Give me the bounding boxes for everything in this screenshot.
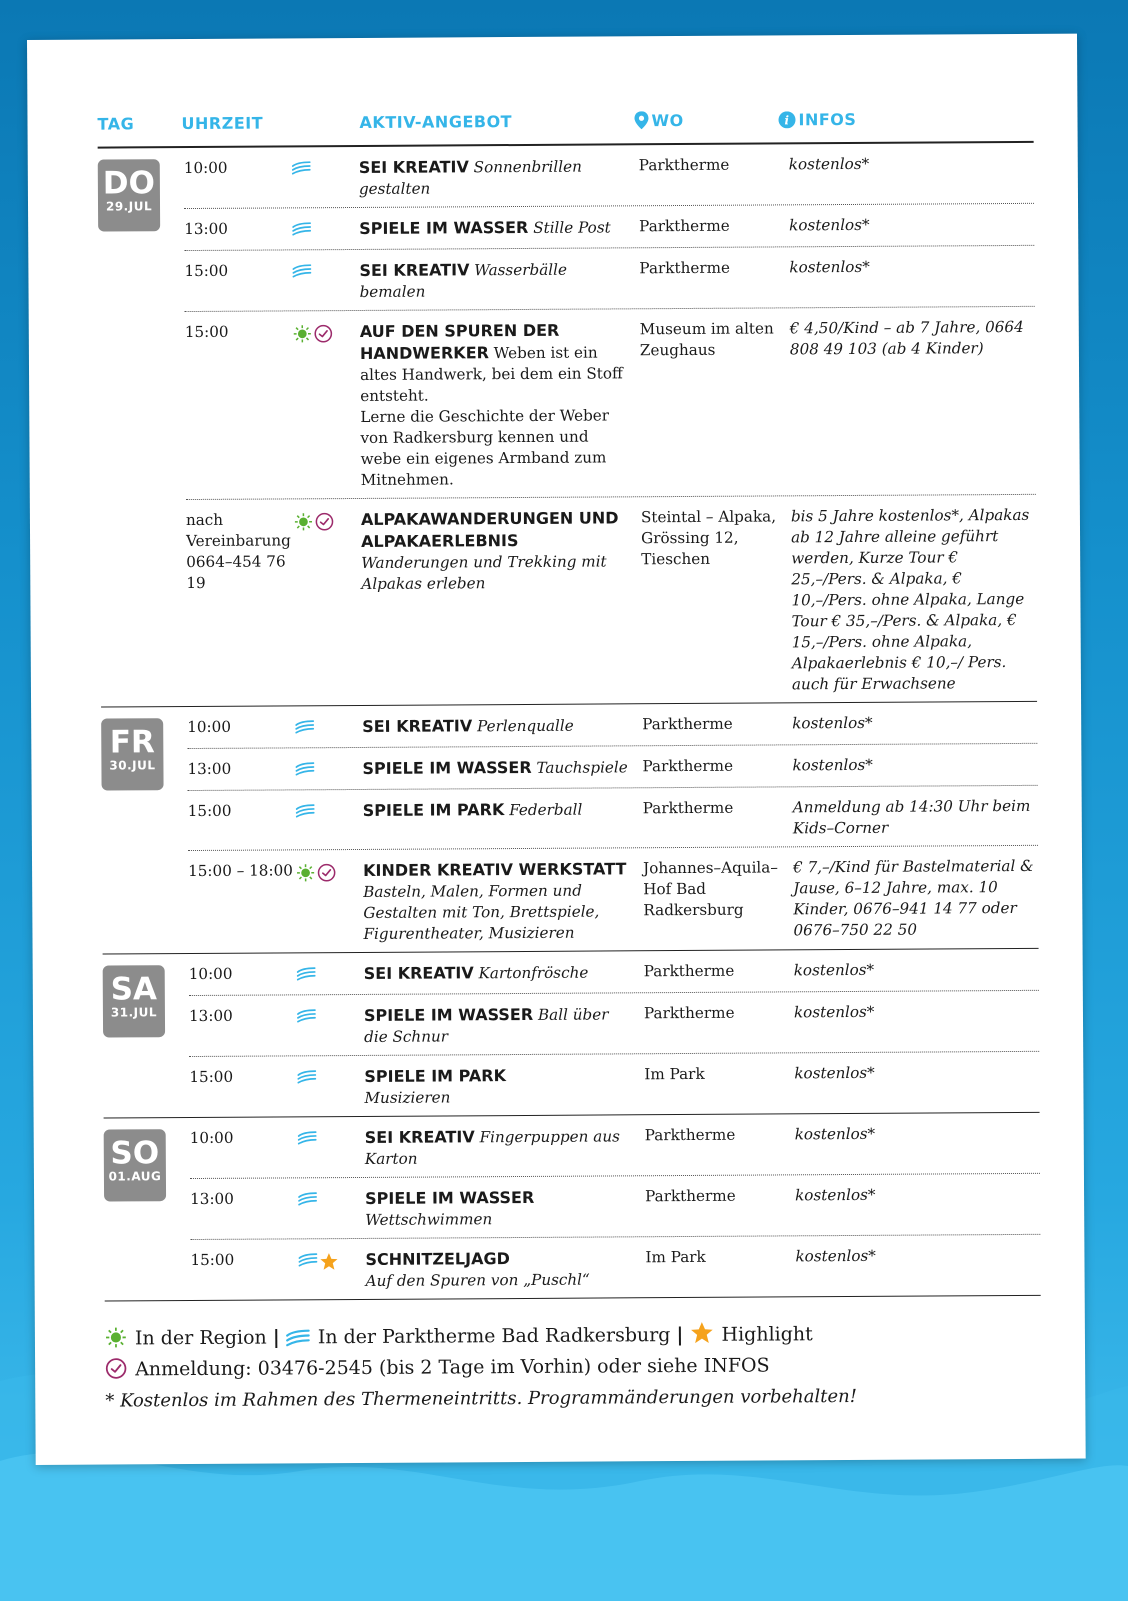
day-badge (101, 718, 163, 790)
activity-subtitle: Musizieren (364, 1088, 451, 1107)
info-cell: kostenlos* (789, 257, 870, 277)
time-cell: 15:00 (184, 322, 229, 342)
time-cell: 10:00 (189, 1128, 234, 1148)
location-cell: Parktherme (642, 714, 733, 734)
table-row (186, 495, 1037, 706)
location-cell: Parktherme (639, 258, 731, 278)
icon-cell (298, 1127, 365, 1170)
activity-title: KINDER KREATIV WERKSTATT (363, 859, 627, 880)
check-circle-icon (105, 1358, 129, 1380)
wave-icon (295, 719, 314, 734)
activity-subtitle: Stille Post (533, 218, 611, 237)
day-badge (98, 159, 160, 231)
icon-cell (292, 218, 359, 242)
icon-cell (296, 800, 363, 842)
time-cell: 15:00 – 18:00 (188, 861, 293, 881)
activity-subtitle: Federball (509, 800, 583, 820)
wave-icon (286, 1326, 312, 1348)
activity-subtitle: Auf den Spuren von „Puschl“ (365, 1270, 590, 1290)
day-abbrev: SA (110, 971, 158, 1008)
activity-cell (365, 1186, 645, 1231)
activity-cell (359, 155, 639, 200)
activity-description-2: Lerne die Geschichte der Weber von Radkersburg kennen und webe ein eigenes Armband zum Mitnehmen. (360, 406, 610, 489)
day-column (101, 707, 189, 954)
star-icon (689, 1324, 715, 1346)
table-row (190, 1235, 1040, 1300)
activity-description: Weben ist ein altes Handwerk, bei dem ein Stoff entsteht. (359, 343, 623, 405)
header-infos: i INFOS (778, 110, 856, 129)
info-icon (778, 111, 795, 128)
location-cell: Parktherme (642, 798, 734, 818)
header-uhrzeit: UHRZEIT (181, 113, 264, 134)
program-table (97, 107, 1041, 1417)
activity-cell (359, 258, 639, 303)
wave-icon (297, 966, 316, 981)
activity-cell (362, 756, 642, 782)
star-icon (689, 1321, 713, 1345)
info-cell: kostenlos* (789, 215, 870, 235)
sun-icon (294, 512, 313, 531)
icon-cell (297, 963, 364, 987)
legend-parktherme: In der Parktherme Bad Radkersburg (317, 1324, 671, 1349)
location-cell: Johannes–Aquila–Hof Bad Radkersburg (643, 858, 778, 920)
time-cell: 15:00 (184, 261, 229, 281)
wave-icon (292, 263, 311, 278)
location-cell: Parktherme (639, 216, 730, 236)
icon-cell (298, 1249, 365, 1292)
sun-icon (105, 1327, 129, 1349)
day-date: 29.JUL (105, 199, 153, 214)
activity-cell (359, 216, 639, 242)
activity-subtitle: Wasserbälle bemalen (359, 260, 567, 301)
info-cell: bis 5 Jahre kostenlos*, Alpakas ab 12 Jahre alleine geführt werden, Kurze Tour € 25,–/Pers. & Alpaka, € 10,–/Pers. ohne Alpaka, Lange Tour € 35,–/Pers. & Alpaka, € 15,–/Pers. ohne Alpaka, Alpakaerlebnis € 10,–/ Pers. auch für Erwachsene (790, 505, 1030, 694)
day-badge (103, 965, 165, 1037)
day-column (104, 1118, 191, 1301)
activity-subtitle: Basteln, Malen, Formen und Gestalten mit Ton, Brettspiele, Figurentheater, Musizieren (363, 881, 600, 943)
activity-cell (360, 319, 641, 491)
day-column (103, 954, 190, 1118)
location-cell: Im Park (645, 1247, 706, 1267)
info-cell: kostenlos* (788, 154, 870, 174)
table-row (190, 1113, 1040, 1179)
activity-title: SPIELE IM WASSER (365, 1187, 535, 1208)
day-section (103, 949, 1040, 1119)
time-cell: 10:00 (187, 717, 232, 737)
activity-title: SEI KREATIV (359, 260, 470, 280)
activity-cell (364, 961, 644, 987)
table-row (184, 204, 1034, 251)
sun-icon (105, 1326, 127, 1348)
svg-text:i: i (784, 113, 790, 128)
legend-separator: | (676, 1324, 684, 1347)
activity-title: SEI KREATIV (363, 963, 474, 983)
day-section (101, 702, 1038, 955)
info-cell: kostenlos* (793, 1002, 875, 1022)
time-cell: 10:00 (188, 964, 233, 984)
icon-cell (293, 321, 361, 491)
info-cell: kostenlos* (795, 1185, 876, 1205)
icon-cell (295, 758, 362, 782)
wave-icon (292, 221, 311, 236)
wave-icon (295, 761, 314, 776)
table-header (97, 107, 1033, 149)
info-cell: Anmeldung ab 14:30 Uhr beim Kids–Corner (792, 796, 1031, 838)
activity-subtitle: Wettschwimmen (365, 1210, 493, 1229)
location-cell: Parktherme (642, 756, 734, 776)
location-cell: Steintal – Alpaka, Grössing 12, Tieschen (640, 507, 777, 569)
activity-title: SPIELE IM PARK (364, 1066, 507, 1086)
legend-note: * Kostenlos im Rahmen des Thermeneintritts. Programmänderungen vorbehalten! (105, 1385, 857, 1412)
activity-title: SEI KREATIV (358, 157, 469, 177)
wave-icon (292, 160, 311, 175)
activity-cell (364, 1003, 644, 1048)
time-cell: 13:00 (188, 1006, 233, 1026)
info-cell: kostenlos* (795, 1246, 876, 1266)
table-row (188, 786, 1038, 851)
time-cell: 15:00 (189, 1067, 234, 1087)
activity-title: ALPAKAWANDERUNGEN UND ALPAKAERLEBNIS (360, 508, 619, 551)
info-cell: kostenlos* (792, 755, 873, 775)
day-column (98, 148, 187, 707)
activity-cell (362, 714, 642, 740)
icon-cell (297, 1005, 364, 1048)
check-circle-icon (314, 324, 333, 343)
info-cell: kostenlos* (793, 960, 875, 980)
day-abbrev: DO (102, 165, 156, 202)
activity-title: SCHNITZELJAGD (365, 1249, 510, 1269)
wave-icon (296, 803, 315, 818)
activity-cell (364, 1064, 644, 1109)
info-cell: € 4,50/Kind – ab 7 Jahre, 0664 808 49 103 (ab 4 Kinder) (789, 317, 1024, 359)
icon-cell (295, 716, 362, 740)
check-circle-icon (317, 863, 336, 882)
info-cell: € 7,–/Kind für Bastelmaterial & Jause, 6–12 Jahre, max. 10 Kinder, 0676–941 14 77 oder 0676–750 22 50 (793, 856, 1034, 940)
location-cell: Parktherme (644, 1125, 736, 1145)
header-wo: WO (634, 111, 683, 130)
activity-subtitle: Tauchspiele (536, 758, 628, 777)
table-row (187, 744, 1037, 791)
activity-subtitle: Fingerpuppen aus Karton (364, 1127, 620, 1168)
activity-title: SPIELE IM WASSER (362, 757, 532, 778)
legend-anmeldung: Anmeldung: 03476-2545 (bis 2 Tage im Vorhin) oder siehe INFOS (135, 1354, 770, 1381)
activity-cell (363, 858, 644, 945)
day-rows (189, 949, 1040, 1117)
activity-title: SPIELE IM WASSER (363, 1004, 534, 1025)
icon-cell (298, 1188, 365, 1231)
info-cell: kostenlos* (792, 713, 873, 733)
activity-subtitle: Wanderungen und Trekking mit Alpakas erleben (361, 552, 607, 593)
info-cell: kostenlos* (794, 1063, 875, 1083)
sun-icon (296, 863, 315, 882)
check-circle-icon (105, 1357, 127, 1379)
day-section (104, 1113, 1041, 1302)
table-row (189, 1052, 1039, 1117)
wave-icon (298, 1130, 317, 1145)
activity-subtitle: Sonnenbrillen gestalten (358, 157, 582, 198)
time-cell: 13:00 (187, 759, 232, 779)
table-row (190, 1174, 1040, 1240)
activity-cell (363, 798, 643, 842)
table-row (188, 846, 1039, 953)
activity-title: SEI KREATIV (364, 1127, 475, 1147)
wave-icon (286, 1328, 310, 1347)
legend (105, 1318, 1042, 1417)
table-row (189, 991, 1039, 1057)
day-rows (187, 702, 1038, 953)
day-badge (104, 1129, 166, 1201)
activity-subtitle: Kartonfrösche (478, 963, 589, 983)
location-cell: Museum im alten Zeughaus (639, 319, 774, 360)
activity-title: AUF DEN SPUREN DER HANDWERKER (359, 320, 560, 363)
time-cell: nach Vereinbarung 0664–454 76 19 (185, 510, 291, 593)
activity-title: SPIELE IM PARK (362, 800, 505, 820)
location-cell: Parktherme (643, 1003, 735, 1023)
activity-cell (361, 507, 642, 698)
icon-cell (292, 157, 359, 200)
location-cell: Parktherme (638, 155, 730, 175)
table-row (184, 143, 1034, 209)
table-row (184, 246, 1034, 312)
activity-title: SEI KREATIV (362, 716, 473, 736)
wave-icon (297, 1008, 316, 1023)
location-cell: Parktherme (643, 961, 735, 981)
day-rows (190, 1113, 1041, 1300)
time-cell: 15:00 (190, 1250, 235, 1270)
icon-cell (296, 860, 364, 945)
icon-cell (297, 1066, 364, 1109)
legend-region: In der Region (134, 1326, 267, 1350)
day-sections (98, 143, 1041, 1302)
day-date: 30.JUL (109, 758, 156, 773)
header-angebot: AKTIV-ANGEBOT (359, 112, 513, 132)
activity-title: SPIELE IM WASSER (359, 217, 529, 238)
time-cell: 13:00 (190, 1189, 234, 1209)
icon-cell (292, 260, 359, 303)
time-cell: 10:00 (183, 158, 228, 178)
activity-subtitle: Perlenqualle (476, 716, 574, 736)
activity-cell (365, 1125, 645, 1170)
sun-icon (293, 324, 312, 343)
activity-subtitle: Ball über die Schnur (364, 1005, 609, 1046)
check-circle-icon (315, 512, 334, 531)
wave-icon (298, 1191, 317, 1206)
activity-cell (365, 1247, 645, 1292)
info-cell: kostenlos* (794, 1124, 876, 1144)
day-rows (184, 143, 1037, 706)
program-sheet (27, 34, 1086, 1465)
legend-separator: | (272, 1326, 280, 1349)
location-pin-icon (634, 111, 648, 129)
table-row (185, 307, 1036, 500)
header-tag: TAG (97, 114, 135, 134)
star-icon (319, 1252, 338, 1271)
day-date: 31.JUL (110, 1005, 158, 1020)
table-row (189, 949, 1039, 996)
table-row (187, 702, 1037, 749)
location-cell: Im Park (644, 1064, 705, 1084)
wave-icon (297, 1069, 316, 1084)
time-cell: 15:00 (187, 801, 232, 821)
icon-cell (294, 509, 362, 698)
day-abbrev: SO (110, 1135, 160, 1172)
location-cell: Parktherme (645, 1186, 736, 1206)
day-date: 01.AUG (108, 1169, 162, 1184)
day-abbrev: FR (109, 724, 155, 761)
day-section (98, 143, 1037, 708)
legend-highlight: Highlight (721, 1323, 813, 1346)
time-cell: 13:00 (184, 219, 228, 239)
wave-icon (298, 1252, 317, 1267)
